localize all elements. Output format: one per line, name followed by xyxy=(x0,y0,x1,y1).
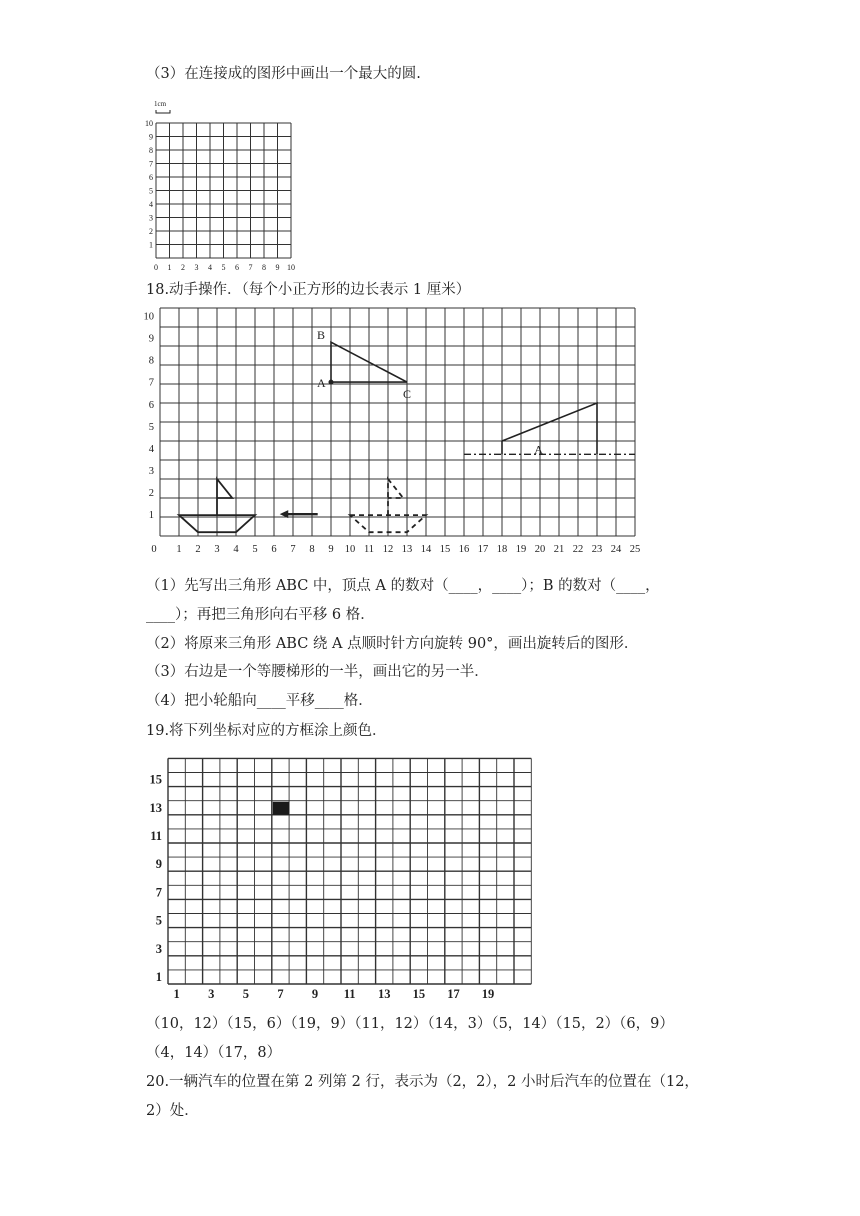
y-tick-label: 1 xyxy=(148,509,154,521)
y-tick-label: 13 xyxy=(149,800,162,815)
y-tick-label: 1 xyxy=(149,240,153,250)
x-tick-label: 7 xyxy=(248,263,253,272)
y-tick-label: 6 xyxy=(148,399,154,411)
x-tick-label: 8 xyxy=(262,263,266,272)
y-tick-label: 4 xyxy=(149,200,153,209)
x-tick-label: 7 xyxy=(290,544,296,555)
x-tick-label: 3 xyxy=(208,987,215,1001)
x-tick-label: 25 xyxy=(629,544,641,555)
x-tick-label: 23 xyxy=(591,544,603,555)
x-tick-label: 7 xyxy=(277,987,284,1001)
x-tick-label: 8 xyxy=(309,544,315,555)
q18-part4: （4）把小轮船向____平移____格． xyxy=(146,693,373,709)
q19-title: 19.将下列坐标对应的方框涂上颜色． xyxy=(146,723,387,739)
y-tick-label: 5 xyxy=(148,421,154,433)
label-a: A xyxy=(317,376,326,391)
x-tick-label: 3 xyxy=(194,263,199,272)
y-tick-label: 8 xyxy=(148,355,154,367)
x-tick-label: 0 xyxy=(151,544,157,555)
x-tick-label: 4 xyxy=(233,544,239,555)
x-tick-label: 17 xyxy=(447,987,460,1001)
x-tick-label: 12 xyxy=(382,544,394,555)
x-tick-label: 15 xyxy=(412,987,426,1001)
x-tick-label: 19 xyxy=(515,544,527,555)
label-c: C xyxy=(403,387,412,402)
x-tick-label: 20 xyxy=(534,544,546,555)
x-tick-label: 15 xyxy=(439,544,451,555)
x-tick-label: 24 xyxy=(610,544,622,555)
y-tick-label: 10 xyxy=(145,119,153,128)
y-tick-label: 9 xyxy=(149,132,153,142)
x-tick-label: 4 xyxy=(208,263,212,272)
x-tick-label: 6 xyxy=(271,544,277,555)
x-tick-label: 5 xyxy=(221,263,226,272)
x-tick-label: 19 xyxy=(481,987,495,1001)
y-tick-label: 10 xyxy=(143,311,154,323)
x-tick-label: 10 xyxy=(287,263,295,272)
x-tick-label: 10 xyxy=(344,544,356,555)
q17-step3-text: （3）在连接成的图形中画出一个最大的圆. xyxy=(146,66,421,82)
q19-coordinate-grid xyxy=(140,748,540,1004)
y-tick-label: 2 xyxy=(148,487,154,499)
y-tick-label: 6 xyxy=(149,173,153,182)
q18-part1-line2: ____）；再把三角形向右平移 6 格． xyxy=(146,607,375,623)
half-trapezoid xyxy=(502,403,597,457)
filled-cell-7-13 xyxy=(273,802,289,815)
q20-line2: 2）处． xyxy=(146,1103,199,1119)
y-tick-label: 2 xyxy=(149,227,153,236)
y-tick-label: 3 xyxy=(149,213,153,223)
x-tick-label: 21 xyxy=(553,544,565,555)
unit-bracket xyxy=(156,110,170,113)
y-tick-label: 5 xyxy=(155,913,162,928)
y-tick-label: 7 xyxy=(155,885,162,900)
x-tick-label: 1 xyxy=(176,544,182,555)
x-tick-label: 14 xyxy=(420,544,432,555)
y-tick-label: 3 xyxy=(155,941,162,956)
q19-coordinates-line1: （10，12）（15，6）（19，9）（11，12）（14，3）（5，14）（15，2）（6，9） xyxy=(146,1016,674,1032)
x-tick-label: 13 xyxy=(401,544,413,555)
x-tick-label: 3 xyxy=(214,544,220,555)
x-tick-label: 1 xyxy=(167,263,172,272)
q19-coordinates-line2: （4，14）（17，8） xyxy=(146,1045,282,1061)
x-tick-label: 22 xyxy=(572,544,584,555)
coordinate-grid-10x10 xyxy=(140,98,310,278)
unit-label: 1cm xyxy=(154,100,167,108)
x-tick-label: 9 xyxy=(328,544,334,555)
x-tick-label: 6 xyxy=(235,263,239,272)
x-tick-label: 5 xyxy=(242,987,249,1001)
y-tick-label: 8 xyxy=(149,146,153,155)
x-tick-label: 16 xyxy=(458,544,470,555)
point-a-dot xyxy=(329,380,334,385)
y-tick-label: 4 xyxy=(148,443,154,455)
q18-part3: （3）右边是一个等腰梯形的一半，画出它的另一半． xyxy=(146,664,489,680)
y-tick-label: 7 xyxy=(149,159,153,169)
x-tick-label: 9 xyxy=(311,987,319,1001)
x-tick-label: 18 xyxy=(496,544,508,555)
q18-title: 18.动手操作．（每个小正方形的边长表示 1 厘米） xyxy=(146,282,471,298)
y-tick-label: 7 xyxy=(148,377,154,389)
boat-sail-dashed xyxy=(388,479,403,515)
x-tick-label: 17 xyxy=(477,544,489,555)
x-tick-label: 2 xyxy=(195,544,201,555)
x-tick-label: 0 xyxy=(154,263,158,272)
x-tick-label: 13 xyxy=(378,987,391,1001)
y-tick-label: 5 xyxy=(149,186,153,196)
q18-grid-figure xyxy=(140,306,660,566)
x-tick-label: 9 xyxy=(275,263,280,272)
label-b: B xyxy=(317,328,326,343)
q18-part1-line1: （1）先写出三角形 ABC 中，顶点 A 的数对（____，____）；B 的数对（____， xyxy=(146,578,660,594)
y-tick-label: 11 xyxy=(150,828,162,843)
x-tick-label: 1 xyxy=(173,987,180,1001)
y-tick-label: 15 xyxy=(149,772,162,787)
q18-part2: （2）将原来三角形 ABC 绕 A 点顺时针方向旋转 90°，画出旋转后的图形． xyxy=(146,636,639,652)
x-tick-label: 2 xyxy=(181,263,185,272)
x-tick-label: 11 xyxy=(343,987,356,1001)
x-tick-label: 11 xyxy=(363,544,375,555)
y-tick-label: 9 xyxy=(148,333,154,345)
label-a-trapezoid: A xyxy=(534,442,543,457)
y-tick-label: 1 xyxy=(155,969,162,984)
y-tick-label: 3 xyxy=(148,465,154,477)
boat-sail xyxy=(217,479,232,515)
q20-line1: 20.一辆汽车的位置在第 2 列第 2 行，表示为（2，2），2 小时后汽车的位置在（12， xyxy=(146,1074,699,1090)
x-tick-label: 5 xyxy=(252,544,258,555)
y-tick-label: 9 xyxy=(155,857,162,872)
